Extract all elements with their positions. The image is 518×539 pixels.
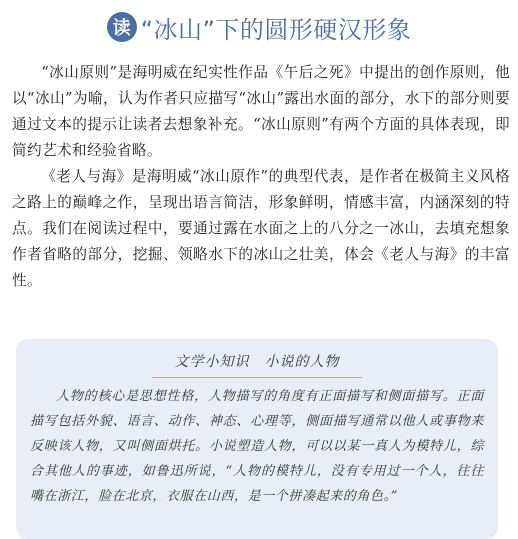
page-title: “冰山”下的圆形硬汉形象 [140,15,412,44]
paragraph-2: 《老人与海》是海明威“冰山原作”的典型代表，是作者在极简主义风格之路上的巅峰之作，呈现出语言简洁，形象鲜明，情感丰富，内涵深刻的特点。我们在阅读过程中，要通过露在水面之上的八分之一冰山，去填充想象作者省略的部分，挖掘、领略水下的冰山之壮美，体会《老人与海》的丰富性。 [12,168,510,289]
knowledge-box-title: 文学小知识 小说的人物 [174,354,340,370]
read-badge: 读 [107,12,137,42]
knowledge-box [16,339,498,539]
article-body [12,60,510,294]
title-underline [152,377,362,378]
page-header [0,7,518,47]
paragraph-1: “冰山原则”是海明威在纪实性作品《午后之死》中提出的创作原则，他以“冰山”为喻，认为作者只应描写“冰山”露出水面的部分，水下的部分则要通过文本的提示让读者去想象补充。“冰山原则”有两个方面的具体表现，即简约艺术和经验省略。 [12,64,510,159]
knowledge-box-text: 人物的核心是思想性格，人物描写的角度有正面描写和侧面描写。正面描写包括外貌、语言、动作、神态、心理等，侧面描写通常以他人或事物来反映该人物，又叫侧面烘托。小说塑造人物，可以以某一真人为模特儿，综合其他人的事迹，如鲁迅所说，“人物的模特儿，没有专用过一个人，往往嘴在浙江，脸在北京，衣服在山西，是一个拼凑起来的角色。” [30,389,484,504]
